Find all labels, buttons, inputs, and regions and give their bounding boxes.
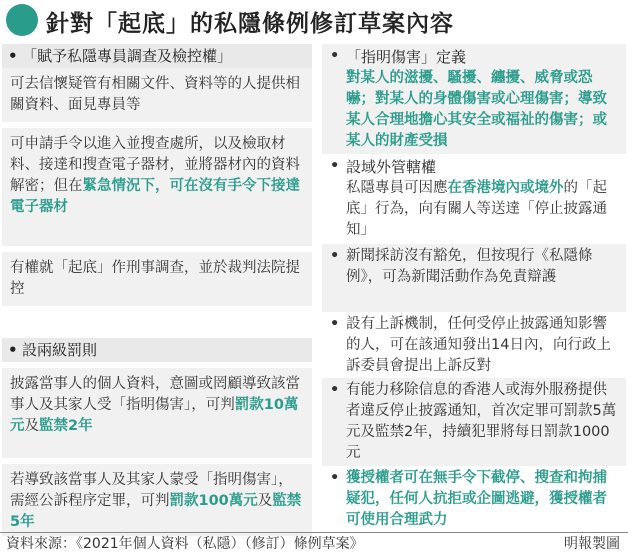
list-item-extraterritorial: • 設域外管轄權 私隱專員可因應在香港境內或境外的「起底」行為，向有關人等送達「停止披露通知」 [322, 154, 626, 244]
page-title: 針對「起底」的私隱條例修訂草案內容 [46, 10, 454, 37]
paragraph: 若導致該當事人及其家人蒙受「指明傷害」，需經公訴程序定罪，可判罰款100萬元及監禁5年 [2, 464, 312, 536]
right-column [322, 44, 626, 532]
paragraph: 披露當事人的個人資料，意圖或罔顧導致該當事人及其家人受「指明傷害」，可判罰款10萬元及監禁2年 [2, 368, 312, 458]
list-item-specified-harm [322, 44, 626, 154]
jail-text: 監禁2年 [39, 418, 93, 434]
bullet-icon: • [330, 470, 340, 486]
highlight-text: 對某人的滋擾、騷擾、纏擾、威脅或恐嚇；對某人的身體傷害或心理傷害；導致某人合理地擔心其安全或福祉的傷害；或某人的財產受損 [346, 70, 607, 149]
bullet-icon: • [330, 382, 340, 398]
paragraph: 可申請手令以進入並搜查處所，以及檢取材料、接達和搜查電子器材，並將器材內的資料解密；但在緊急情況下，可在沒有手令下接達電子器材 [2, 128, 312, 246]
bullet-icon: • [8, 341, 18, 359]
bullet-icon: • [330, 158, 340, 174]
item-heading: 設域外管轄權 [346, 158, 437, 176]
paragraph: 可去信懷疑管有相關文件、資料等的人提供相關資料、面見專員等 [2, 68, 312, 122]
title-bar [0, 0, 628, 40]
list-item-appeal: • 設有上訴機制，任何受停止披露通知影響的人，可在該通知發出14日內，向行政上訴委員會提出上訴反對 [330, 316, 611, 374]
highlight-text: 緊急情況下，可在沒有手令下接達電子器材 [10, 178, 300, 215]
title-bullet-icon [6, 4, 38, 36]
item-heading: 「指明傷害」定義 [346, 48, 467, 66]
section-heading: • 設兩級罰則 [2, 338, 312, 362]
list-item-arrest-powers [322, 466, 626, 532]
list-item-press-exemption: • 新聞採訪沒有豁免，但按現行《私隱條例》，可為新聞活動作為免責辯護 [322, 244, 626, 312]
highlight-text: 在香港境內或境外 [447, 180, 564, 196]
highlight-text: 獲授權者可在無手令下截停、搜查和拘捕疑犯，任何人抗拒或企圖逃避，獲授權者可使用合理武力 [346, 470, 607, 528]
footer [0, 532, 628, 555]
section-heading: • 「賦予私隱專員調查及檢控權」 [2, 44, 312, 68]
section-investigation-powers [2, 44, 312, 306]
source-note: 資料來源：《2021年個人資料（私隱）（修訂）條例草案》 [6, 536, 364, 552]
bullet-icon: • [330, 48, 340, 64]
credit: 明報製圖 [564, 536, 620, 552]
bullet-icon: • [330, 316, 340, 332]
jail-text: 監禁5年 [10, 493, 302, 530]
fine-text: 罰款10萬元 [10, 397, 299, 434]
fine-text: 罰款100萬元 [169, 493, 258, 509]
paragraph: 有權就「起底」作刑事調查，並於裁判法院提控 [2, 252, 312, 306]
bullet-icon: • [8, 47, 18, 65]
list-item-service-provider: • 有能力移除信息的香港人或海外服務提供者違反停止披露通知，首次定罪可罰款5萬元及監禁2年，持續犯罪將每日罰款1000元 [322, 378, 626, 466]
bullet-icon: • [330, 248, 340, 264]
section-penalties [2, 338, 312, 536]
left-column [2, 44, 312, 536]
